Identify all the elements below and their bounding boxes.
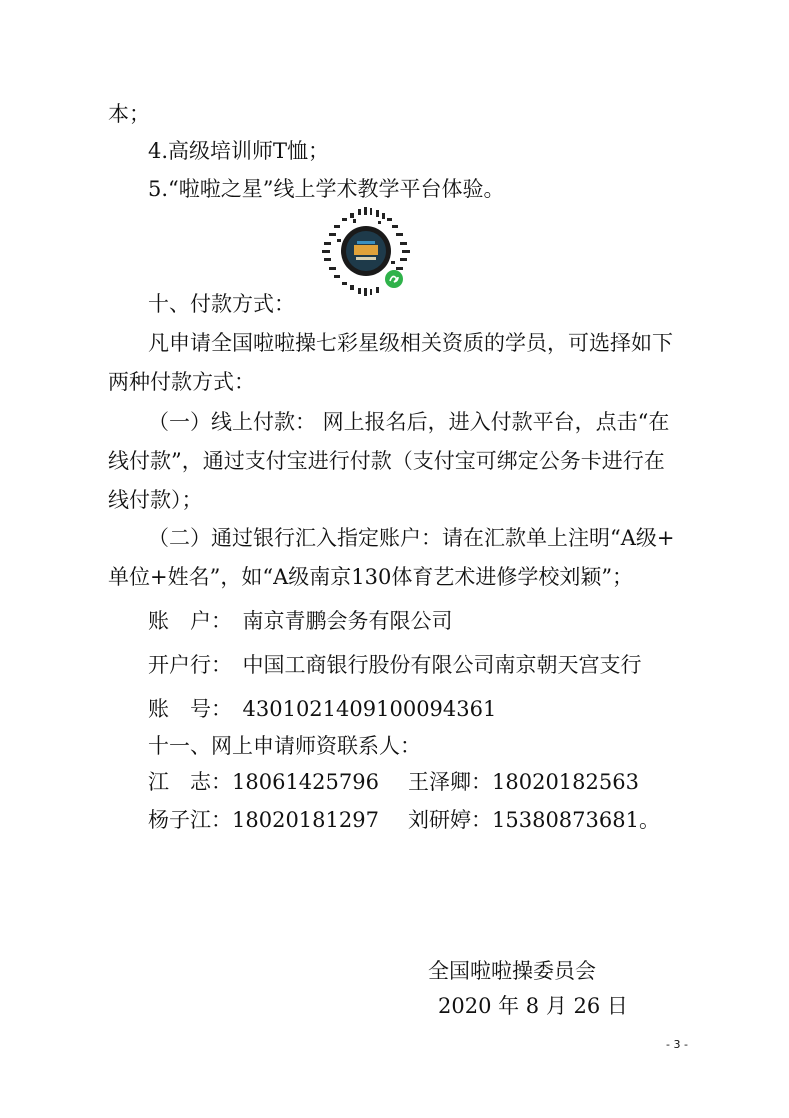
text-line: 单位+姓名”，如“A级南京130体育艺术进修学校刘颖”； <box>108 565 634 589</box>
text-line: 4.高级培训师T恤； <box>148 139 330 163</box>
contacts-heading: 十一、网上申请师资联系人： <box>148 734 421 758</box>
text-line: 线付款”，通过支付宝进行付款（支付宝可绑定公务卡进行在 <box>108 449 665 473</box>
account-number-line: 账 号： 4301021409100094361 <box>148 697 497 721</box>
contact-entry: 杨子江：18020181297 <box>148 808 379 832</box>
account-name-line: 账 户： 南京青鹏会务有限公司 <box>148 609 453 633</box>
signature-org: 全国啦啦操委员会 <box>428 959 596 983</box>
text-line: 5.“啦啦之星”线上学术教学平台体验。 <box>148 177 505 201</box>
page-number: - 3 - <box>666 1038 688 1051</box>
text-line: 凡申请全国啦啦操七彩星级相关资质的学员，可选择如下 <box>148 331 673 355</box>
signature-date: 2020 年 8 月 26 日 <box>438 994 628 1018</box>
contact-entry: 刘研婷：15380873681。 <box>408 808 660 832</box>
mini-program-qr-code-icon <box>320 205 412 297</box>
bank-line: 开户行： 中国工商银行股份有限公司南京朝天宫支行 <box>148 653 642 677</box>
contact-entry: 王泽卿：18020182563 <box>408 770 639 794</box>
text-line: （一）线上付款： 网上报名后，进入付款平台，点击“在 <box>148 410 670 434</box>
contact-entry: 江 志：18061425796 <box>148 770 379 794</box>
text-line: 线付款）； <box>108 488 203 512</box>
text-line: 两种付款方式： <box>108 370 255 394</box>
text-line: 十、付款方式： <box>148 292 295 316</box>
text-line: （二）通过银行汇入指定账户：请在汇款单上注明“A级+ <box>148 526 675 550</box>
text-line: 本； <box>108 102 150 126</box>
